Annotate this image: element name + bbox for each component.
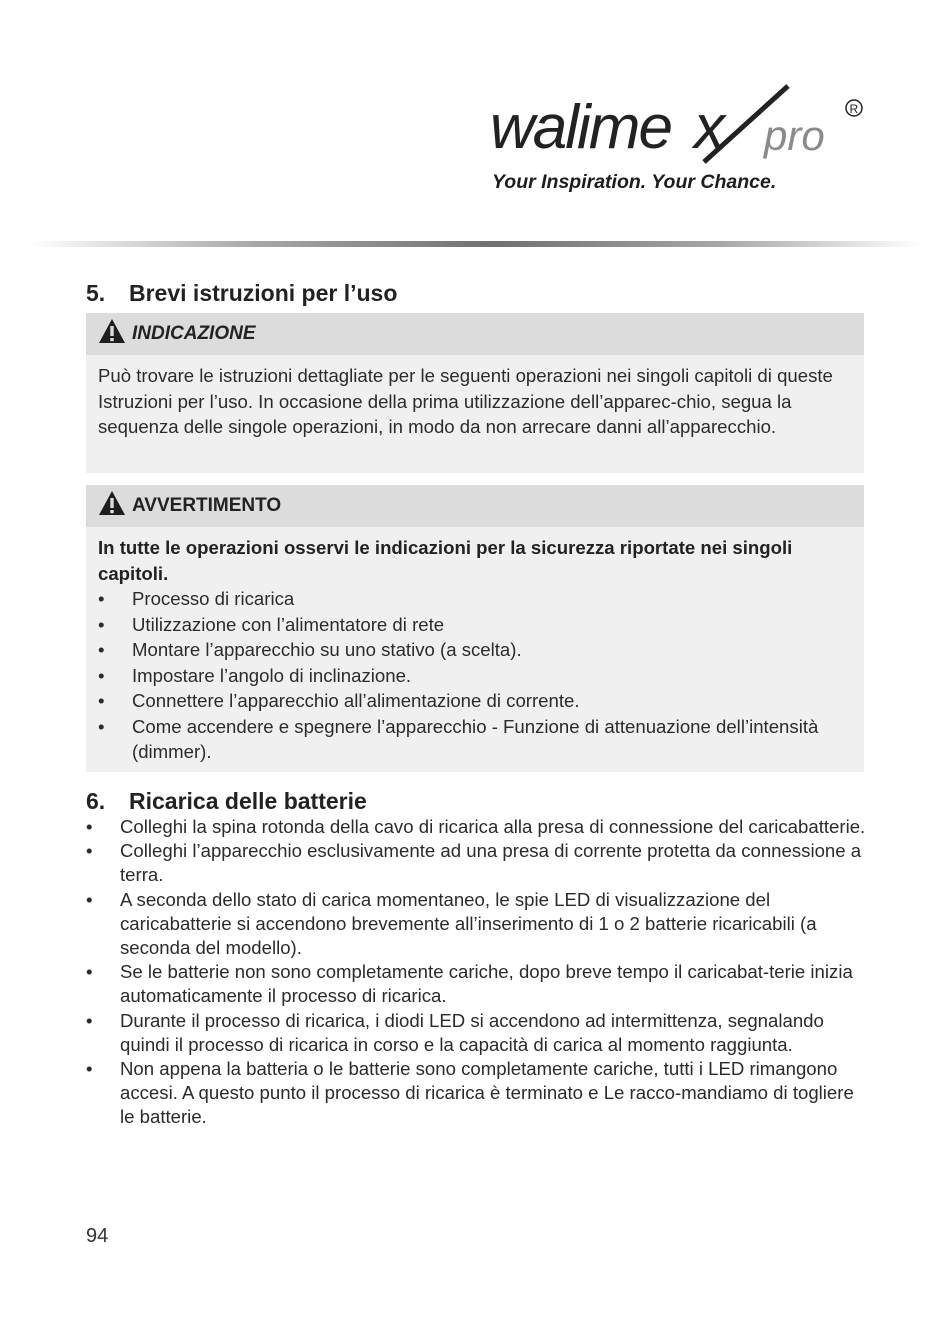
page-number: 94	[86, 1225, 109, 1247]
note-text: Può trovare le istruzioni dettagliate per le seguenti operazioni nei singoli capitoli di queste Istruzioni per l’uso. In occasione della prima utilizzazione dell’apparec-chio, segua la sequenza delle singole operazioni, in modo da non arrecare danni all’apparecchio.	[98, 365, 833, 437]
svg-text:R: R	[849, 102, 859, 116]
section-number: 5.	[86, 280, 106, 306]
warning-triangle-icon	[98, 318, 126, 344]
section-title: Brevi istruzioni per l’uso	[129, 280, 398, 306]
header-divider	[30, 241, 920, 247]
svg-text:walime: walime	[490, 93, 671, 162]
list-item: • Processo di ricarica	[98, 586, 854, 612]
section-title: Ricarica delle batterie	[129, 788, 367, 814]
section-6-heading	[86, 788, 367, 815]
note-box	[86, 313, 864, 473]
warning-header	[86, 485, 864, 527]
svg-text:x: x	[694, 93, 725, 162]
section-5-heading	[86, 280, 397, 307]
warning-list	[98, 586, 854, 765]
svg-text:pro: pro	[764, 112, 825, 159]
list-item: • Non appena la batteria o le batterie sono completamente cariche, tutti i LED rimangono accesi. A questo punto il processo di ricarica è terminato e Le racco-mandiamo di togliere le batterie.	[86, 1057, 871, 1130]
list-item: • Durante il processo di ricarica, i diodi LED si accendono ad intermittenza, segnalando quindi il processo di ricarica in corso e la capacità di carica al momento raggiunta.	[86, 1009, 871, 1057]
list-item: • Se le batterie non sono completamente cariche, dopo breve tempo il caricabat-terie inizia automaticamente il processo di ricarica.	[86, 960, 871, 1008]
warning-label: AVVERTIMENTO	[132, 495, 282, 516]
warning-intro: In tutte le operazioni osservi le indicazioni per la sicurezza riportate nei singoli capitoli.	[98, 537, 793, 584]
charging-steps	[86, 815, 871, 1130]
list-item: • Impostare l’angolo di inclinazione.	[98, 663, 854, 689]
list-item: • A seconda dello stato di carica momentaneo, le spie LED di visualizzazione del caricabatterie si accendono brevemente all’inserimento di 1 o 2 batterie ricaricabili (a seconda del modello).	[86, 888, 871, 961]
list-item: • Utilizzazione con l’alimentatore di rete	[98, 612, 854, 638]
list-item: • Come accendere e spegnere l’apparecchio - Funzione di attenuazione dell’intensità (dimmer).	[98, 714, 854, 765]
note-label: INDICAZIONE	[132, 323, 256, 344]
section-number: 6.	[86, 788, 106, 814]
list-item: • Colleghi l’apparecchio esclusivamente ad una presa di corrente protetta da connessione a terra.	[86, 839, 871, 887]
list-item: • Colleghi la spina rotonda della cavo di ricarica alla presa di connessione del caricabatterie.	[86, 815, 871, 839]
list-item: • Montare l’apparecchio su uno stativo (a scelta).	[98, 637, 854, 663]
list-item: • Connettere l’apparecchio all’alimentazione di corrente.	[98, 688, 854, 714]
warning-box	[86, 485, 864, 772]
brand-tagline: Your Inspiration. Your Chance.	[492, 171, 777, 193]
warning-triangle-icon	[98, 490, 126, 516]
note-header	[86, 313, 864, 355]
